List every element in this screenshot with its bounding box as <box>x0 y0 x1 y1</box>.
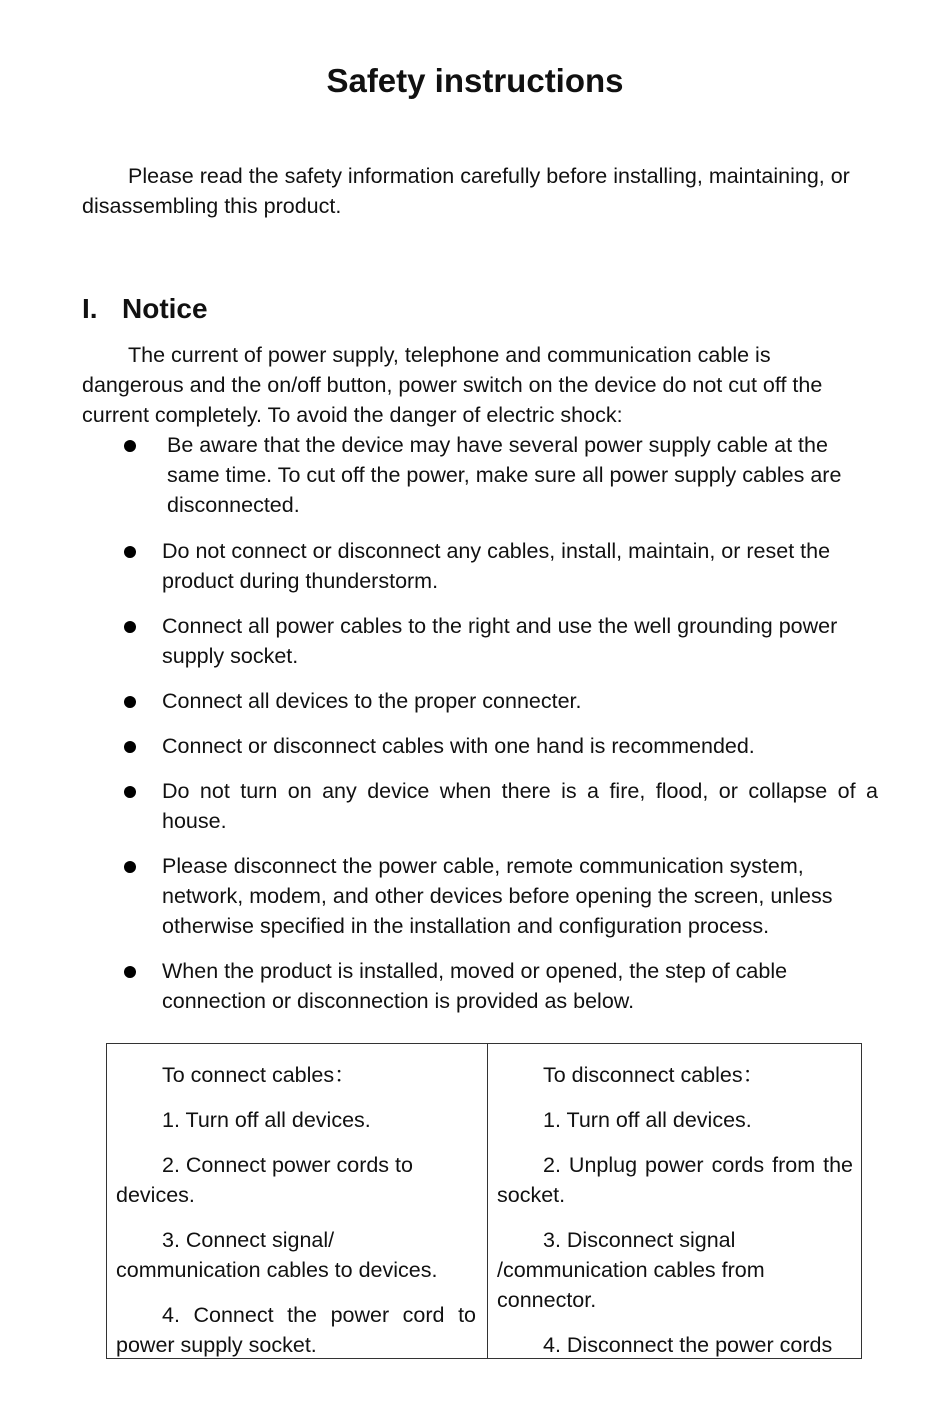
list-item-text: When the product is installed, moved or opened, the step of cable connection or disconnection is provided as below. <box>162 959 788 1013</box>
bullet-icon <box>124 861 136 873</box>
list-item <box>118 611 878 671</box>
disconnect-step: 1. Turn off all devices. <box>543 1108 752 1132</box>
disconnect-step: 2. Unplug power cords from the socket. <box>497 1153 853 1207</box>
list-item <box>118 956 878 1016</box>
list-item-text: Do not turn on any device when there is a fire, flood, or collapse of a house. <box>162 779 878 833</box>
disconnect-column <box>488 1044 862 1358</box>
bullet-icon <box>124 546 136 558</box>
list-item <box>118 686 878 716</box>
list-item <box>118 731 878 761</box>
connect-column <box>107 1044 488 1358</box>
list-item-text: Connect all power cables to the right and use the well grounding power supply socket. <box>162 614 838 668</box>
notice-paragraph: The current of power supply, telephone and communication cable is dangerous and the on/off button, power switch on the device do not cut off the current completely. To avoid the danger of electric shock: <box>82 343 823 427</box>
disconnect-header: To disconnect cables： <box>543 1063 765 1087</box>
list-item <box>118 851 878 941</box>
bullet-icon <box>124 440 136 452</box>
bullet-icon <box>124 966 136 978</box>
section-title: Notice <box>122 293 208 324</box>
intro-paragraph: Please read the safety information carefully before installing, maintaining, or disassembling this product. <box>82 164 850 218</box>
bullet-icon <box>124 741 136 753</box>
page-title: Safety instructions <box>326 62 624 99</box>
bullet-icon <box>124 786 136 798</box>
list-item-text: Do not connect or disconnect any cables, install, maintain, or reset the product during thunderstorm. <box>162 539 831 593</box>
section-number: I. <box>82 293 98 324</box>
connect-step: 4. Connect the power cord to power supply socket. <box>116 1303 476 1357</box>
bullet-icon <box>124 621 136 633</box>
list-item-text: Connect or disconnect cables with one hand is recommended. <box>162 734 755 758</box>
list-item-text: Be aware that the device may have several power supply cable at the same time. To cut off the power, make sure all power supply cables are disconnected. <box>167 433 842 517</box>
list-item <box>118 536 878 596</box>
list-item-text: Connect all devices to the proper connecter. <box>162 689 582 713</box>
disconnect-step: 3. Disconnect signal /communication cables from connector. <box>497 1228 765 1312</box>
cable-steps-table <box>106 1043 862 1359</box>
list-item <box>118 430 878 520</box>
bullet-icon <box>124 696 136 708</box>
connect-header: To connect cables： <box>162 1063 356 1087</box>
list-item-text: Please disconnect the power cable, remote communication system, network, modem, and other devices before opening the screen, unless otherwise specified in the installation and configuration process. <box>162 854 833 938</box>
list-item <box>118 776 878 836</box>
section-heading <box>82 290 208 328</box>
disconnect-step: 4. Disconnect the power cords <box>543 1333 833 1357</box>
connect-step: 2. Connect power cords to devices. <box>116 1153 413 1207</box>
connect-step: 1. Turn off all devices. <box>162 1108 371 1132</box>
connect-step: 3. Connect signal/ communication cables to devices. <box>116 1228 438 1282</box>
